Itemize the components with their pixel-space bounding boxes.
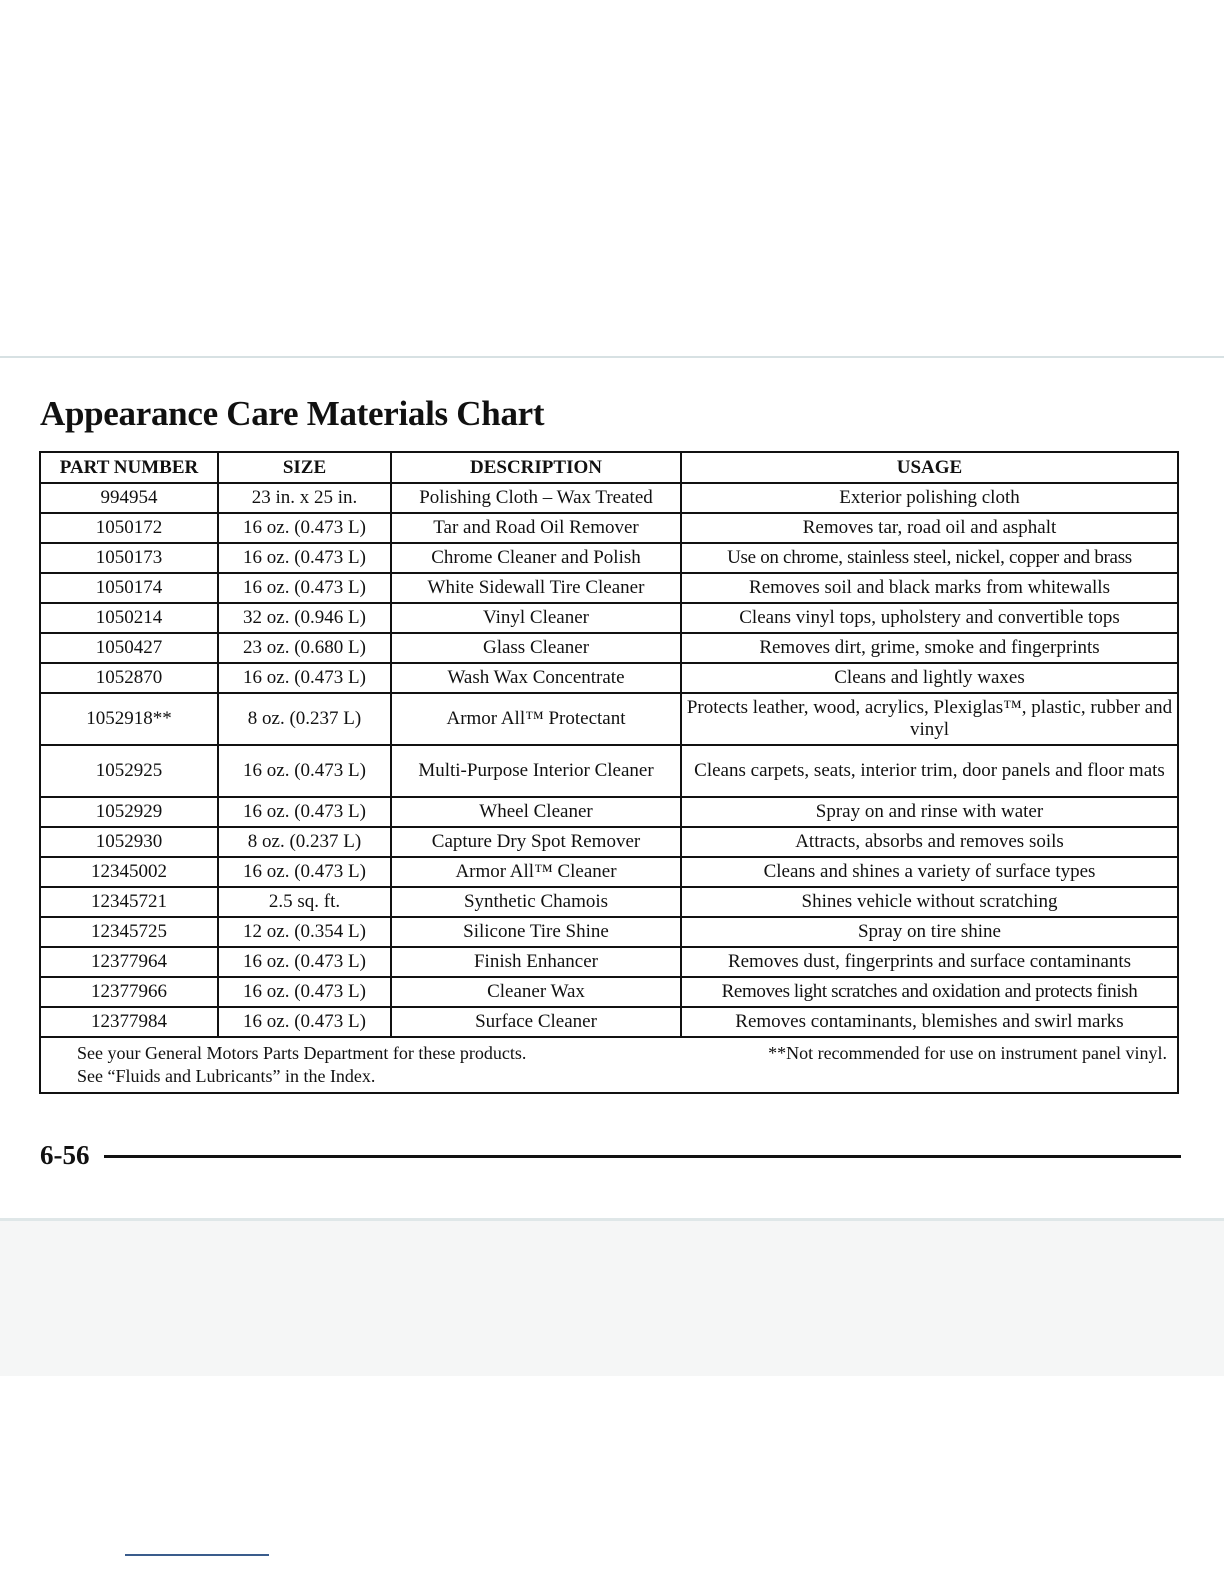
cell-part-number: 1052870 <box>40 663 218 693</box>
cell-usage: Removes contaminants, blemishes and swirl marks <box>681 1007 1178 1037</box>
cell-description: Silicone Tire Shine <box>391 917 681 947</box>
cell-usage: Cleans and lightly waxes <box>681 663 1178 693</box>
table-row <box>40 633 1178 663</box>
cell-description: White Sidewall Tire Cleaner <box>391 573 681 603</box>
cell-description: Vinyl Cleaner <box>391 603 681 633</box>
cell-usage: Removes tar, road oil and asphalt <box>681 513 1178 543</box>
table-row <box>40 483 1178 513</box>
cell-part-number: 1052929 <box>40 797 218 827</box>
cell-description: Finish Enhancer <box>391 947 681 977</box>
cell-part-number: 12377966 <box>40 977 218 1007</box>
cell-usage: Protects leather, wood, acrylics, Plexiglas™, plastic, rubber and vinyl <box>681 693 1178 745</box>
cell-description: Surface Cleaner <box>391 1007 681 1037</box>
table-row <box>40 977 1178 1007</box>
cell-part-number: 1050173 <box>40 543 218 573</box>
cell-part-number: 12377964 <box>40 947 218 977</box>
cell-size: 8 oz. (0.237 L) <box>218 827 391 857</box>
appearance-care-table <box>39 451 1179 1094</box>
cell-part-number: 12377984 <box>40 1007 218 1037</box>
table-row <box>40 887 1178 917</box>
cell-size: 23 oz. (0.680 L) <box>218 633 391 663</box>
table-row <box>40 603 1178 633</box>
cell-usage: Exterior polishing cloth <box>681 483 1178 513</box>
cell-size: 8 oz. (0.237 L) <box>218 693 391 745</box>
table-row <box>40 797 1178 827</box>
footnote-not-recommended: **Not recommended for use on instrument panel vinyl. <box>768 1043 1167 1063</box>
cell-size: 16 oz. (0.473 L) <box>218 573 391 603</box>
cell-part-number: 994954 <box>40 483 218 513</box>
table-row <box>40 543 1178 573</box>
cell-usage: Removes soil and black marks from whitewalls <box>681 573 1178 603</box>
cell-description: Capture Dry Spot Remover <box>391 827 681 857</box>
table-row <box>40 857 1178 887</box>
cell-size: 16 oz. (0.473 L) <box>218 663 391 693</box>
cell-size: 2.5 sq. ft. <box>218 887 391 917</box>
cell-size: 16 oz. (0.473 L) <box>218 947 391 977</box>
bottom-edge-rule <box>125 1554 269 1556</box>
cell-usage: Use on chrome, stainless steel, nickel, copper and brass <box>681 543 1178 573</box>
scan-bottom-band <box>0 1218 1224 1376</box>
cell-size: 16 oz. (0.473 L) <box>218 513 391 543</box>
cell-size: 16 oz. (0.473 L) <box>218 1007 391 1037</box>
cell-usage: Cleans carpets, seats, interior trim, door panels and floor mats <box>681 745 1178 797</box>
cell-description: Wheel Cleaner <box>391 797 681 827</box>
page-title: Appearance Care Materials Chart <box>40 394 545 433</box>
footnote-cell <box>40 1037 1178 1093</box>
table-row <box>40 1007 1178 1037</box>
cell-description: Synthetic Chamois <box>391 887 681 917</box>
table-row <box>40 663 1178 693</box>
cell-description: Cleaner Wax <box>391 977 681 1007</box>
cell-part-number: 1050172 <box>40 513 218 543</box>
footnote-fluids-reference: See “Fluids and Lubricants” in the Index. <box>77 1066 376 1086</box>
table-row <box>40 513 1178 543</box>
cell-size: 12 oz. (0.354 L) <box>218 917 391 947</box>
cell-part-number: 1052918** <box>40 693 218 745</box>
page-number: 6-56 <box>40 1140 90 1170</box>
cell-part-number: 12345721 <box>40 887 218 917</box>
cell-size: 32 oz. (0.946 L) <box>218 603 391 633</box>
cell-description: Multi-Purpose Interior Cleaner <box>391 745 681 797</box>
footnote-parts-department: See your General Motors Parts Department for these products. <box>77 1043 527 1063</box>
table-header-row <box>40 452 1178 483</box>
cell-usage: Cleans vinyl tops, upholstery and convertible tops <box>681 603 1178 633</box>
cell-part-number: 1050214 <box>40 603 218 633</box>
cell-size: 16 oz. (0.473 L) <box>218 797 391 827</box>
cell-description: Polishing Cloth – Wax Treated <box>391 483 681 513</box>
cell-description: Wash Wax Concentrate <box>391 663 681 693</box>
page-footer-rule <box>104 1155 1181 1158</box>
cell-size: 16 oz. (0.473 L) <box>218 857 391 887</box>
cell-usage: Attracts, absorbs and removes soils <box>681 827 1178 857</box>
header-description: DESCRIPTION <box>391 452 681 483</box>
cell-usage: Removes dust, fingerprints and surface contaminants <box>681 947 1178 977</box>
cell-size: 16 oz. (0.473 L) <box>218 543 391 573</box>
header-size: SIZE <box>218 452 391 483</box>
cell-usage: Removes dirt, grime, smoke and fingerprints <box>681 633 1178 663</box>
cell-usage: Removes light scratches and oxidation and protects finish <box>681 977 1178 1007</box>
cell-part-number: 1050427 <box>40 633 218 663</box>
cell-usage: Cleans and shines a variety of surface types <box>681 857 1178 887</box>
cell-usage: Spray on tire shine <box>681 917 1178 947</box>
cell-part-number: 1052930 <box>40 827 218 857</box>
cell-part-number: 1050174 <box>40 573 218 603</box>
cell-description: Armor All™ Cleaner <box>391 857 681 887</box>
header-part-number: PART NUMBER <box>40 452 218 483</box>
cell-description: Chrome Cleaner and Polish <box>391 543 681 573</box>
cell-description: Tar and Road Oil Remover <box>391 513 681 543</box>
table-row <box>40 693 1178 745</box>
cell-usage: Shines vehicle without scratching <box>681 887 1178 917</box>
header-usage: USAGE <box>681 452 1178 483</box>
table-footnote-row <box>40 1037 1178 1093</box>
cell-description: Armor All™ Protectant <box>391 693 681 745</box>
cell-usage: Spray on and rinse with water <box>681 797 1178 827</box>
cell-part-number: 1052925 <box>40 745 218 797</box>
cell-size: 23 in. x 25 in. <box>218 483 391 513</box>
cell-size: 16 oz. (0.473 L) <box>218 977 391 1007</box>
table-row <box>40 917 1178 947</box>
table-row <box>40 947 1178 977</box>
cell-part-number: 12345002 <box>40 857 218 887</box>
cell-part-number: 12345725 <box>40 917 218 947</box>
table-row <box>40 827 1178 857</box>
cell-size: 16 oz. (0.473 L) <box>218 745 391 797</box>
table-row <box>40 745 1178 797</box>
table-row <box>40 573 1178 603</box>
cell-description: Glass Cleaner <box>391 633 681 663</box>
